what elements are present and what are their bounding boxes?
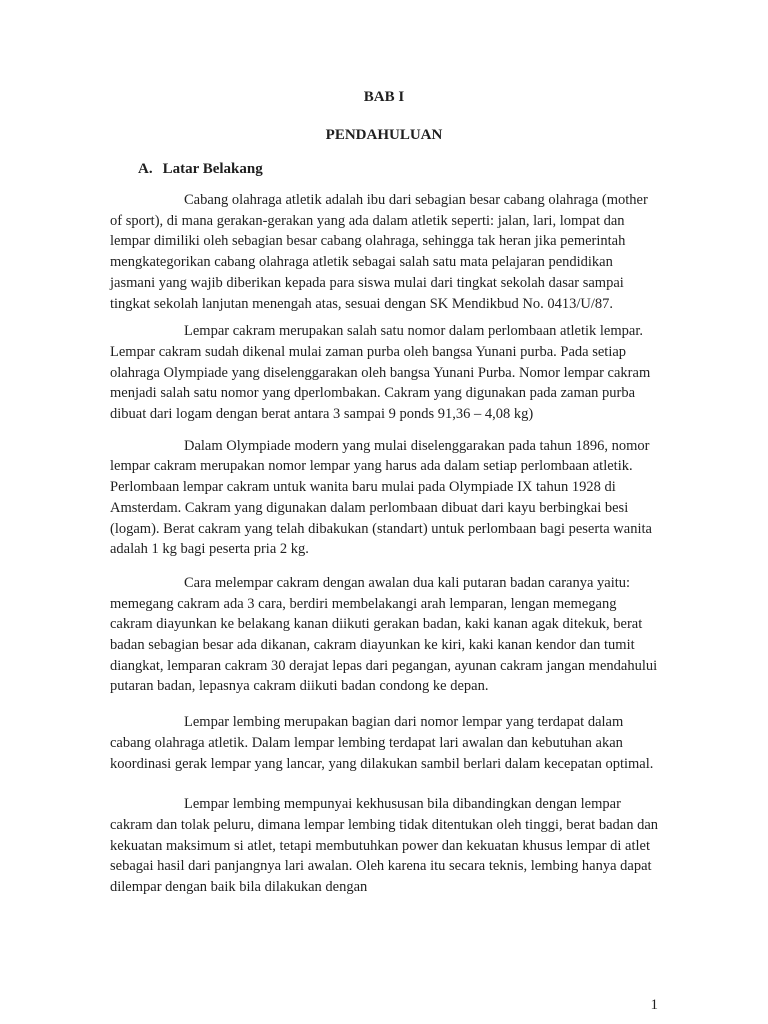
section-title: Latar Belakang [162, 161, 263, 177]
paragraph-line: Lempar lembing merupakan bagian dari nomor lempar yang terdapat dalam [184, 714, 624, 731]
paragraph-2 [110, 321, 658, 425]
paragraphs-container [110, 190, 658, 898]
paragraph-line: kanan kendor dan tumit diangkat, lemparan cakram 30 derajat lepas dari pegangan, [110, 637, 635, 674]
paragraph-line: Olympiade IX tahun 1928 di Amsterdam. Cakram yang digunakan dalam perlombaan [110, 479, 616, 516]
paragraph-line: condong ke depan. [379, 678, 489, 695]
paragraph-5 [110, 712, 658, 774]
paragraph-line: Cabang olahraga atletik adalah ibu dari sebagian besar cabang olahraga [184, 192, 599, 208]
paragraph-line: lompat dan lempar dimiliki oleh sebagian besar cabang olahraga, sehingga tak heran [110, 212, 625, 250]
paragraph-line: digunakan pada zaman purba dibuat dari logam dengan berat antara 3 sampai 9 ponds [110, 385, 636, 423]
paragraph-line: Nomor lempar cakram menjadi salah satu nomor yang dperlombakan. Cakram yang [110, 364, 651, 402]
paragraph-line: dibuat dari kayu berbingkai besi (logam). Berat cakram yang telah dibakukan [110, 499, 629, 537]
paragraph-line: memegang cakram diayunkan ke belakang kanan diikuti gerakan badan, kaki kanan [110, 595, 617, 633]
paragraph-line: (mother of sport), di mana gerakan-gerakan yang ada dalam atletik seperti: jalan, lari, [110, 192, 648, 229]
paragraph-line: nomor lempar cakram merupakan nomor lempar yang harus ada dalam setiap [110, 437, 650, 475]
chapter-title: BAB I [363, 89, 405, 105]
paragraph-line: jika pemerintah mengkategorikan cabang olahraga atletik sebagai salah satu mata [110, 233, 626, 271]
paragraph-line: khusus lempar di atlet sebagai hasil dari panjangnya lari awalan. Oleh karena itu [110, 837, 650, 875]
paragraph-line: cabang olahraga atletik. Dalam lempar lembing terdapat lari awalan dan kebutuhan [110, 734, 592, 751]
paragraph-4 [110, 573, 658, 697]
paragraph-line: Cara melempar cakram dengan awalan dua kali putaran badan caranya yaitu: [184, 574, 631, 591]
paragraph-line: (standart) untuk perlombaan bagi peserta wanita adalah 1 kg bagi peserta pria 2 kg. [110, 520, 652, 558]
paragraph-line: Dalam Olympiade modern yang mulai diselenggarakan pada tahun 1896, [184, 437, 608, 454]
paragraph-line: kecepatan optimal. [543, 755, 654, 772]
paragraph-line: lempar. Lempar cakram sudah dikenal mulai zaman purba oleh bangsa Yunani purba. [110, 323, 643, 360]
paragraph-line: badan dan kekuatan maksimum si atlet, tetapi membutuhkan power dan kekuatan [110, 816, 659, 854]
paragraph-line: tingkat sekolah dasar sampai tingkat sekolah lanjutan menengah atas, sesuai dengan [110, 274, 624, 312]
chapter-subtitle: PENDAHULUAN [325, 127, 443, 143]
paragraph-line: ayunan cakram jangan mendahului putaran badan, lepasnya cakram diikuti badan [110, 657, 658, 695]
paragraph-line: secara teknis, lembing hanya dapat dilempar dengan baik bila dilakukan dengan [110, 858, 652, 896]
paragraph-line: agak ditekuk, berat badan sebagian besar ada dikanan, cakram diayunkan ke kiri, kaki [110, 616, 643, 654]
paragraph-line: 91,36 – 4,08 kg) [437, 406, 534, 423]
paragraph-line: memegang cakram ada 3 cara, berdiri membelakangi arah lemparan, lengan [110, 595, 550, 612]
section-marker: A. [138, 161, 153, 177]
paragraph-1 [110, 190, 658, 314]
page-number: 1 [650, 997, 658, 1013]
paragraph-line: cakram dan tolak peluru, dimana lempar lembing tidak ditentukan oleh tinggi, berat [110, 816, 596, 833]
paragraph-line: akan koordinasi gerak lempar yang lancar, yang dilakukan sambil berlari dalam [110, 734, 623, 772]
paragraph-line: Lempar cakram merupakan salah satu nomor dalam perlombaan atletik [184, 323, 597, 340]
paragraph-line: perlombaan atletik. Perlombaan lempar cakram untuk wanita baru mulai pada [110, 458, 633, 496]
paragraph-3 [110, 436, 658, 560]
paragraph-6 [110, 794, 658, 898]
paragraph-line: pelajaran pendidikan jasmani yang wajib diberikan kepada para siswa mulai dari [110, 254, 613, 291]
paragraph-line: Lempar lembing mempunyai kekhususan bila dibandingkan dengan lempar [184, 796, 621, 813]
section-heading [138, 160, 263, 178]
paragraph-line: SK Mendikbud No. 0413/U/87. [429, 295, 613, 312]
paragraph-line: Pada setiap olahraga Olympiade yang diselenggarakan oleh bangsa Yunani Purba. [110, 343, 627, 381]
